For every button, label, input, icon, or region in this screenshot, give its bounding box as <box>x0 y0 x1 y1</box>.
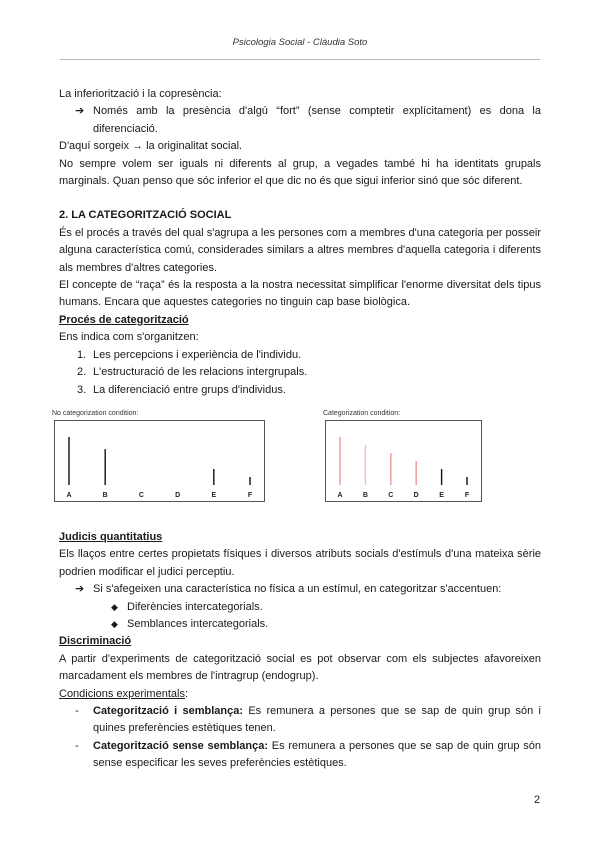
categorization-figure <box>52 405 541 525</box>
intro-paragraph: No sempre volem ser iguals ni diferents al grup, a vegades també hi ha identitats grupals marginals. Quan penso que sóc inferior el que dic no és que sigui inferior sinó que sóc diferent. <box>59 157 541 188</box>
chart-1-frame <box>54 420 265 502</box>
sub-bullet-text: Semblances intercategorials. <box>127 617 269 630</box>
conditions-heading: Condicions experimentals <box>59 687 185 700</box>
intro-bullet-text: Només amb la presència d'algú “fort” (sense comptetir explícitament) es dona la diferenciació. <box>93 105 541 135</box>
chart-2-tick-F: F <box>464 491 470 499</box>
chart-2-title: Categorization condition: <box>323 409 401 417</box>
condition-description: Es remunera a persones que se sap de quin grup són sense especificar les seves preferències estètiques. <box>93 739 541 770</box>
conditions-heading-line <box>59 686 541 703</box>
list-text: La diferenciació entre grups d'individus. <box>93 383 286 396</box>
condition-item <box>59 738 541 773</box>
list-item <box>59 364 541 381</box>
list-number: 2. <box>77 366 87 379</box>
page-number: 2 <box>534 794 541 806</box>
section-paragraph-2: El concepte de “raça” és la resposta a la nostra necessitat simplificar l'enorme diversitat dels tipus humans. Encara que aquestes categories no tinguin cap base biològica. <box>59 279 541 309</box>
intro-line-1: La inferiorització i la copresència: <box>59 88 222 100</box>
page-header: Psicologia Social - Clàudia Soto <box>232 37 368 48</box>
judicis-bullet-text: Si s'afegeixen una característica no física a un estímul, en categoritzar s'accentuen: <box>93 583 502 596</box>
list-number: 3. <box>77 383 87 396</box>
judicis-paragraph: Els llaços entre certes propietats físiques i diversos atributs socials d'estímuls d'una mateixa sèrie podrien modificar el judici perceptiu. <box>59 548 541 578</box>
chart-2-svg <box>326 421 481 501</box>
condition-label: Categorització i semblança: <box>93 704 244 717</box>
chart-1-tick-E: E <box>211 491 217 499</box>
intro-bullet <box>59 103 541 138</box>
chart-2-tick-D: D <box>413 491 419 499</box>
proces-intro: Ens indica com s'organitzen: <box>59 331 199 344</box>
list-item <box>59 382 541 399</box>
chart-2-tick-A: A <box>337 491 343 499</box>
chart-1-tick-A: A <box>66 491 72 499</box>
list-number: 1. <box>77 348 87 361</box>
dash-bullet-icon: - <box>75 739 79 752</box>
chart-2-tick-C: C <box>388 491 394 499</box>
list-item <box>59 347 541 364</box>
page-content <box>52 86 541 773</box>
condition-text <box>93 738 541 773</box>
proces-heading: Procés de categorització <box>59 313 189 326</box>
chart-1-tick-D: D <box>175 491 181 499</box>
discriminacio-paragraph: A partir d'experiments de categorització social es pot observar com els subjectes afavoreixen marcadament els membres de l'intragrup (endogrup). <box>59 652 541 683</box>
condition-label: Categorització sense semblança: <box>93 739 269 752</box>
chart-2-tick-B: B <box>362 491 368 499</box>
chart-1-title: No categorization condition: <box>52 409 139 417</box>
sub-bullet <box>59 599 541 616</box>
judicis-heading: Judicis quantitatius <box>59 530 163 543</box>
chart-2-tick-E: E <box>439 491 444 499</box>
section-heading: 2. LA CATEGORITZACIÓ SOCIAL <box>59 209 232 222</box>
sub-bullet <box>59 616 541 633</box>
chart-1-tick-B: B <box>102 491 108 499</box>
diamond-bullet-icon: ◆ <box>111 601 118 612</box>
intro-line-2: D'aquí sorgeix → la originalitat social. <box>59 140 243 153</box>
list-text: Les percepcions i experiència de l'individu. <box>93 348 302 361</box>
list-text: L'estructuració de les relacions intergrupals. <box>93 366 308 379</box>
section-paragraph-1: És el procés a través del qual s'agrupa a les persones com a membres d'una categoria per posseir alguna característica comú, considerades similars a altres membres d'aquella categoria i diferents als membres d'altres categories. <box>59 226 541 274</box>
sub-bullet-text: Diferències intercategorials. <box>127 600 263 613</box>
conditions-colon: : <box>184 687 189 700</box>
discriminacio-heading: Discriminació <box>59 635 132 648</box>
condition-text <box>93 703 541 738</box>
judicis-bullet <box>59 581 541 598</box>
condition-item <box>59 703 541 738</box>
header-divider <box>60 59 540 60</box>
condition-description: Es remunera a persones que se sap de quin grup són i quines preferències estètiques tenen. <box>93 704 541 735</box>
chart-2-frame <box>325 420 482 502</box>
chart-1-svg <box>55 421 264 501</box>
dash-bullet-icon: - <box>75 704 79 717</box>
chart-1-tick-C: C <box>138 491 144 499</box>
diamond-bullet-icon: ◆ <box>111 618 118 629</box>
arrow-bullet-icon: ➔ <box>75 105 85 118</box>
arrow-bullet-icon: ➔ <box>75 583 85 596</box>
chart-1-tick-F: F <box>247 491 253 499</box>
